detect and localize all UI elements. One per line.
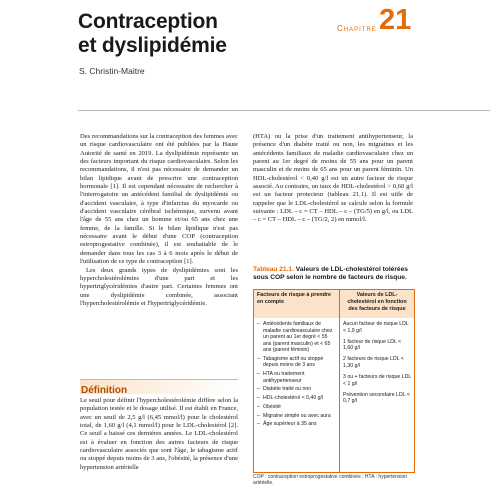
- list-item: – Âge supérieur à 35 ans: [257, 421, 337, 428]
- table-col-risk-factors: [257, 321, 337, 430]
- definition-heading-text: Définition: [81, 385, 128, 396]
- title-line-2: et dyslipidémie: [78, 34, 227, 57]
- table-column-divider: [339, 318, 340, 472]
- definition-column: [80, 397, 238, 472]
- table-caption-text: Valeurs de LDL-cholestérol tolérées sous COP selon le nombre de facteurs de risque.: [253, 266, 408, 282]
- table-col-ldl-values: [343, 321, 412, 409]
- list-item: 2 facteurs de risque LDL < 1,30 g/l: [343, 356, 404, 369]
- chapter-label: Chapitre: [337, 24, 377, 33]
- list-item: Prévention secondaire LDL < 0,7 g/l: [343, 391, 410, 405]
- list-item: – HTA ou traitement antihypertenseur: [257, 371, 337, 384]
- list-item: 3 ou + facteurs de risque LDL < 1 g/l: [343, 374, 412, 387]
- table-header-ldl-values: Valeurs de LDL-cholestérol en fonction des facteurs de risque: [339, 290, 414, 318]
- right-column-paragraph: (HTA) ou la prise d'un traitement antihypertenseur, la présence d'un diabète traité ou non, les migraines et les antécédents familiaux de maladie cardiovasculaire chez un parent au 1er degré de moins de 55 ans pour un parent masculin et de moins de 65 ans pour un parent féminin. Un HDL-cholestérol < 0,40 g/l est un autre facteur de risque associé. Au contraire, un taux de HDL-cholestérol > 0,60 g/l est un facteur protecteur (tableau 21.1). Il est utile de rappeler que le LDL-cholestérol se calcule selon la formule suivante : LDL – c = CT – HDL – c – (TG/5) en g/l, ou LDL – c = CT – HDL – c – (TG/2, 2) en mmol/l.: [253, 133, 413, 224]
- list-item: 1 facteur de risque LDL < 1,60 g/l: [343, 338, 402, 352]
- table-caption-label: Tableau 21.1.: [253, 266, 294, 273]
- definition-paragraph: Le seuil pour définir l'hypercholestérolémie diffère selon la population testée et le dosage utilisé. Il est établi en France, avec un seuil de 2,5 g/l (6,45 mmol/l) pour le cholestérol total, de 1,60 g/l (4,1 mmol/l) pour le LDL-cholestérol [2]. Ce seuil a baissé ces dernières années. Le LDL-cholestérol est à évaluer en fonction des autres facteurs de risque cardiovasculaire associés que sont l'âge, le tabagisme actif ou stoppé depuis moins de 3 ans, l'obésité, la présence d'une hypertension artérielle: [80, 397, 238, 471]
- chapter-title: [78, 10, 227, 58]
- table-caption: [253, 266, 413, 283]
- intro-paragraph-1: Des recommandations sur la contraception des femmes avec un risque cardiovasculaire ont été publiées par la Haute Autorité de santé en 2019. La dyslipidémie représente un des facteurs important du risque cardiovasculaire. Selon les recommandations, il n'est pas nécessaire de demander un bilan lipidique avant de prescrire une contraception hormonale [1]. Il est cependant nécessaire de rechercher à l'interrogatoire un antécédent familial de dyslipidémie ou d'accident vasculaire, à type d'infarctus du myocarde ou d'accident vasculaire cérébral ischémique, survenu avant l'âge de 55 ans chez un homme et/ou 65 ans chez une femme, de la famille. Si le bilan lipidique n'est pas nécessaire avant le début d'une COP (contraception estroprogestative combinée), il est souhaitable de le demander dans tous les cas 3 à 6 mois après le début de l'utilisation de ce type de contraception [1].: [80, 133, 238, 266]
- right-column-text: [253, 133, 413, 225]
- list-item: Aucun facteur de risque LDL < 1,9 g/l: [343, 321, 409, 334]
- author: S. Christin-Maitre: [79, 66, 145, 76]
- list-item: – Diabète traité ou non: [257, 386, 337, 393]
- title-line-1: Contraception: [78, 10, 218, 33]
- intro-column: [80, 133, 238, 308]
- header-divider: [78, 110, 490, 111]
- list-item: – Obésité: [257, 404, 337, 411]
- risk-factor-table: [253, 289, 415, 473]
- list-item: – HDL-cholestérol < 0,40 g/l: [257, 395, 337, 402]
- table-header-risk-factors: Facteurs de risque à prendre en compte: [254, 290, 339, 318]
- list-item: – Migraine simple ou avec aura: [257, 413, 337, 420]
- definition-heading: [80, 379, 238, 394]
- intro-paragraph-2: Les deux grands types de dyslipidémies sont les hypercholestérolémies d'une part et les hypertriglycéridémies d'autre part. Certaines femmes ont une dyslipidémie combinée, associant l'hypercholestérolémie et l'hypertriglycéridémie.: [80, 266, 238, 307]
- list-item: – Antécédents familiaux de maladie cardiovasculaire chez un parent au 1er degré < 55 ans (parent masculin) et < 65 ans (parent féminin): [257, 321, 337, 354]
- chapter-number: 21: [379, 4, 412, 36]
- list-item: – Tabagisme actif ou stoppé depuis moins de 3 ans: [257, 356, 337, 369]
- table-footnote: COP : contraception estroprogestative combinée ; HTA : hypertension artérielle.: [253, 474, 408, 487]
